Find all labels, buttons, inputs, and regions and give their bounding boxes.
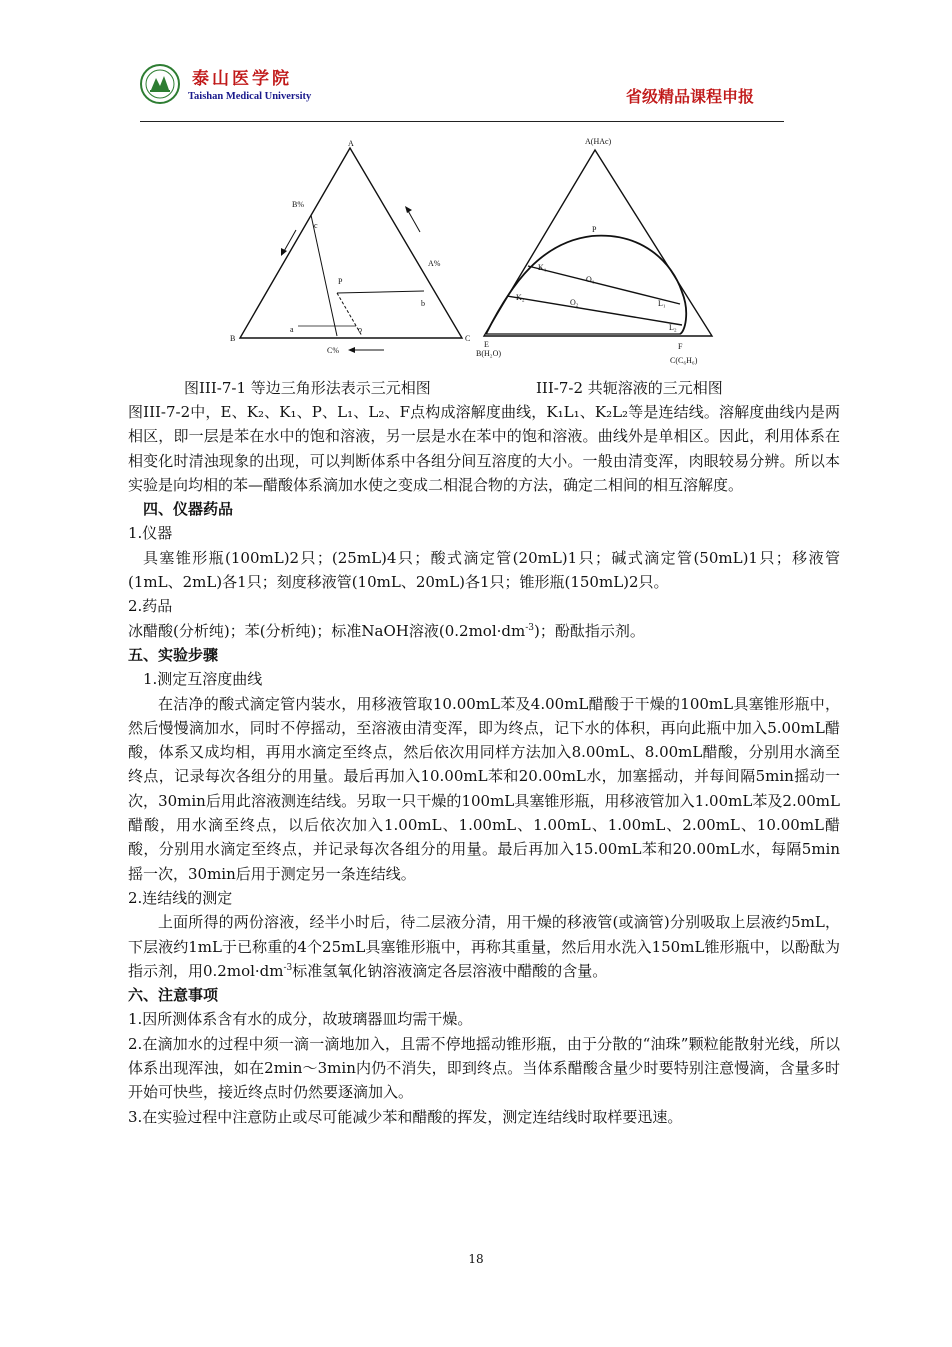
- paragraph-tie-lines: 上面所得的两份溶液，经半小时后，待二层液分清，用干燥的移液管(或滴管)分别吸取上层液约5mL，下层液约1mL于已称重的4个25mL具塞锥形瓶中，再称其重量，然后用水洗入150mL锥形瓶中，以酚酞为指示剂，用$0.2mol\cdot dm^{-3}$标准氢氧化钠溶液滴定各层溶液中醋酸的含量。: [128, 913, 840, 980]
- fig1-right-vertex-label: C: [465, 334, 471, 343]
- fig2-point-k2: K₂: [516, 293, 525, 302]
- page-header: [140, 58, 790, 120]
- university-logo-icon: [140, 64, 180, 104]
- fig1-point-b: b: [421, 299, 425, 308]
- fig1-point-a: a: [290, 325, 294, 334]
- header-divider: [140, 121, 784, 122]
- paragraph-instruments: 具塞锥形瓶(100mL)2只；(25mL)4只；酸式滴定管(20mL)1只；碱式滴定管(50mL)1只；移液管(1mL、2mL)各1只；刻度移液管(10mL、20mL)各1只；锥形瓶(150mL)2只。: [128, 548, 840, 592]
- subheading-instruments: 1.仪器: [128, 524, 173, 543]
- fig1-left-vertex-label: B: [230, 334, 236, 343]
- section-heading-instruments: 四、仪器药品: [143, 500, 234, 519]
- figure-ternary-conjugate: [472, 132, 722, 370]
- fig2-point-l2: L₂: [669, 323, 677, 332]
- paragraph-reagents: 冰醋酸(分析纯)；苯(分析纯)；标准NaOH溶液$(0.2mol\cdot dm^{-3})$；酚酞指示剂。: [128, 621, 645, 640]
- fig2-point-o2: O₂: [570, 298, 579, 307]
- subheading-tie-lines: 2.连结线的测定: [128, 888, 233, 907]
- caption-fig2: III-7-2 共轭溶液的三元相图: [536, 379, 723, 397]
- note-item-1: 1.因所测体系含有水的成分，故玻璃器皿均需干燥。: [128, 1010, 473, 1029]
- fig1-apex-label: A: [348, 139, 354, 148]
- fig2-point-o1: O₁: [586, 275, 595, 284]
- paragraph-phase-diagram: 图III-7-2中，E、K₂、K₁、P、L₁、L₂、F点构成溶解度曲线，K₁L₁、K₂L₂等是连结线。溶解度曲线内是两相区，即一层是苯在水中的饱和溶液，另一层是水在苯中的饱和溶液。曲线外是单相区。因此，利用体系在相变化时清浊现象的出现，可以判断体系中各组分间互溶度的大小。一般由清变浑，肉眼较易分辨。所以本实验是向均相的苯—醋酸体系滴加水使之变成二相混合物的方法，确定二相间的相互溶解度。: [128, 403, 840, 494]
- fig1-point-c: c: [314, 221, 318, 230]
- fig2-apex-label: A(HAc): [585, 137, 612, 146]
- section-heading-procedure: 五、实验步骤: [128, 645, 219, 664]
- note-item-2: 2.在滴加水的过程中须一滴一滴地加入，且需不停地摇动锥形瓶，由于分散的“油珠”颗粒能散射光线，所以体系出现浑浊，如在2min～3min内仍不消失，即到终点。当体系醋酸含量少时要特别注意慢滴，含量多时开始可快些，接近终点时仍然要逐滴加入。: [128, 1034, 840, 1102]
- fig2-right-vertex-label: C(C₆H₆): [670, 356, 698, 365]
- course-title: 省级精品课程申报: [625, 87, 754, 106]
- page-number: 18: [468, 1252, 484, 1266]
- fig1-point-p: P: [338, 277, 343, 286]
- subheading-solubility-curve: 1.测定互溶度曲线: [143, 670, 263, 689]
- fig1-left-side-label: B%: [292, 200, 304, 209]
- fig1-point-o: o: [358, 325, 362, 334]
- figure-ternary-equilateral: [228, 138, 473, 366]
- fig2-point-p: P: [592, 225, 597, 234]
- caption-fig1: 图III-7-1 等边三角形法表示三元相图: [184, 379, 431, 397]
- note-item-3: 3.在实验过程中注意防止或尽可能减少苯和醋酸的挥发，测定连结线时取样要迅速。: [128, 1107, 683, 1126]
- fig1-bottom-label: C%: [327, 346, 339, 355]
- document-body: [128, 400, 840, 1129]
- fig2-point-k1: K₁: [538, 263, 547, 272]
- section-heading-notes: 六、注意事项: [128, 986, 219, 1005]
- fig2-left-vertex-label: B(H₂O): [476, 349, 502, 358]
- fig2-point-e: E: [484, 340, 489, 349]
- fig2-point-f: F: [678, 342, 683, 351]
- fig2-point-l1: L₁: [658, 299, 666, 308]
- paragraph-solubility-curve: 在洁净的酸式滴定管内装水，用移液管取10.00mL苯及4.00mL醋酸于干燥的100mL具塞锥形瓶中，然后慢慢滴加水，同时不停摇动，至溶液由清变浑，即为终点，记下水的体积，再向此瓶中加入5.00mL醋酸，体系又成均相，再用水滴定至终点，然后依次用同样方法加入8.00mL、8.00mL醋酸，分别用水滴至终点，记录每次各组分的用量。最后再加入10.00mL苯和20.00mL水，加塞摇动，并每间隔5min摇动一次，30min后用此溶液测连结线。另取一只干燥的100mL具塞锥形瓶，用移液管加入1.00mL苯及2.00mL醋酸，用水滴至终点，以后依次加入1.00mL、1.00mL、1.00mL、1.00mL、2.00mL、10.00mL醋酸，分别用水滴定至终点，并记录每次各组分的用量。最后再加入15.00mL苯和20.00mL水，每隔5min摇一次，30min后用于测定另一条连结线。: [128, 694, 840, 883]
- school-name-en: Taishan Medical University: [188, 91, 312, 102]
- school-name-cn: 泰山医学院: [192, 69, 292, 89]
- subheading-reagents: 2.药品: [128, 597, 173, 616]
- fig1-right-side-label: A%: [428, 259, 441, 268]
